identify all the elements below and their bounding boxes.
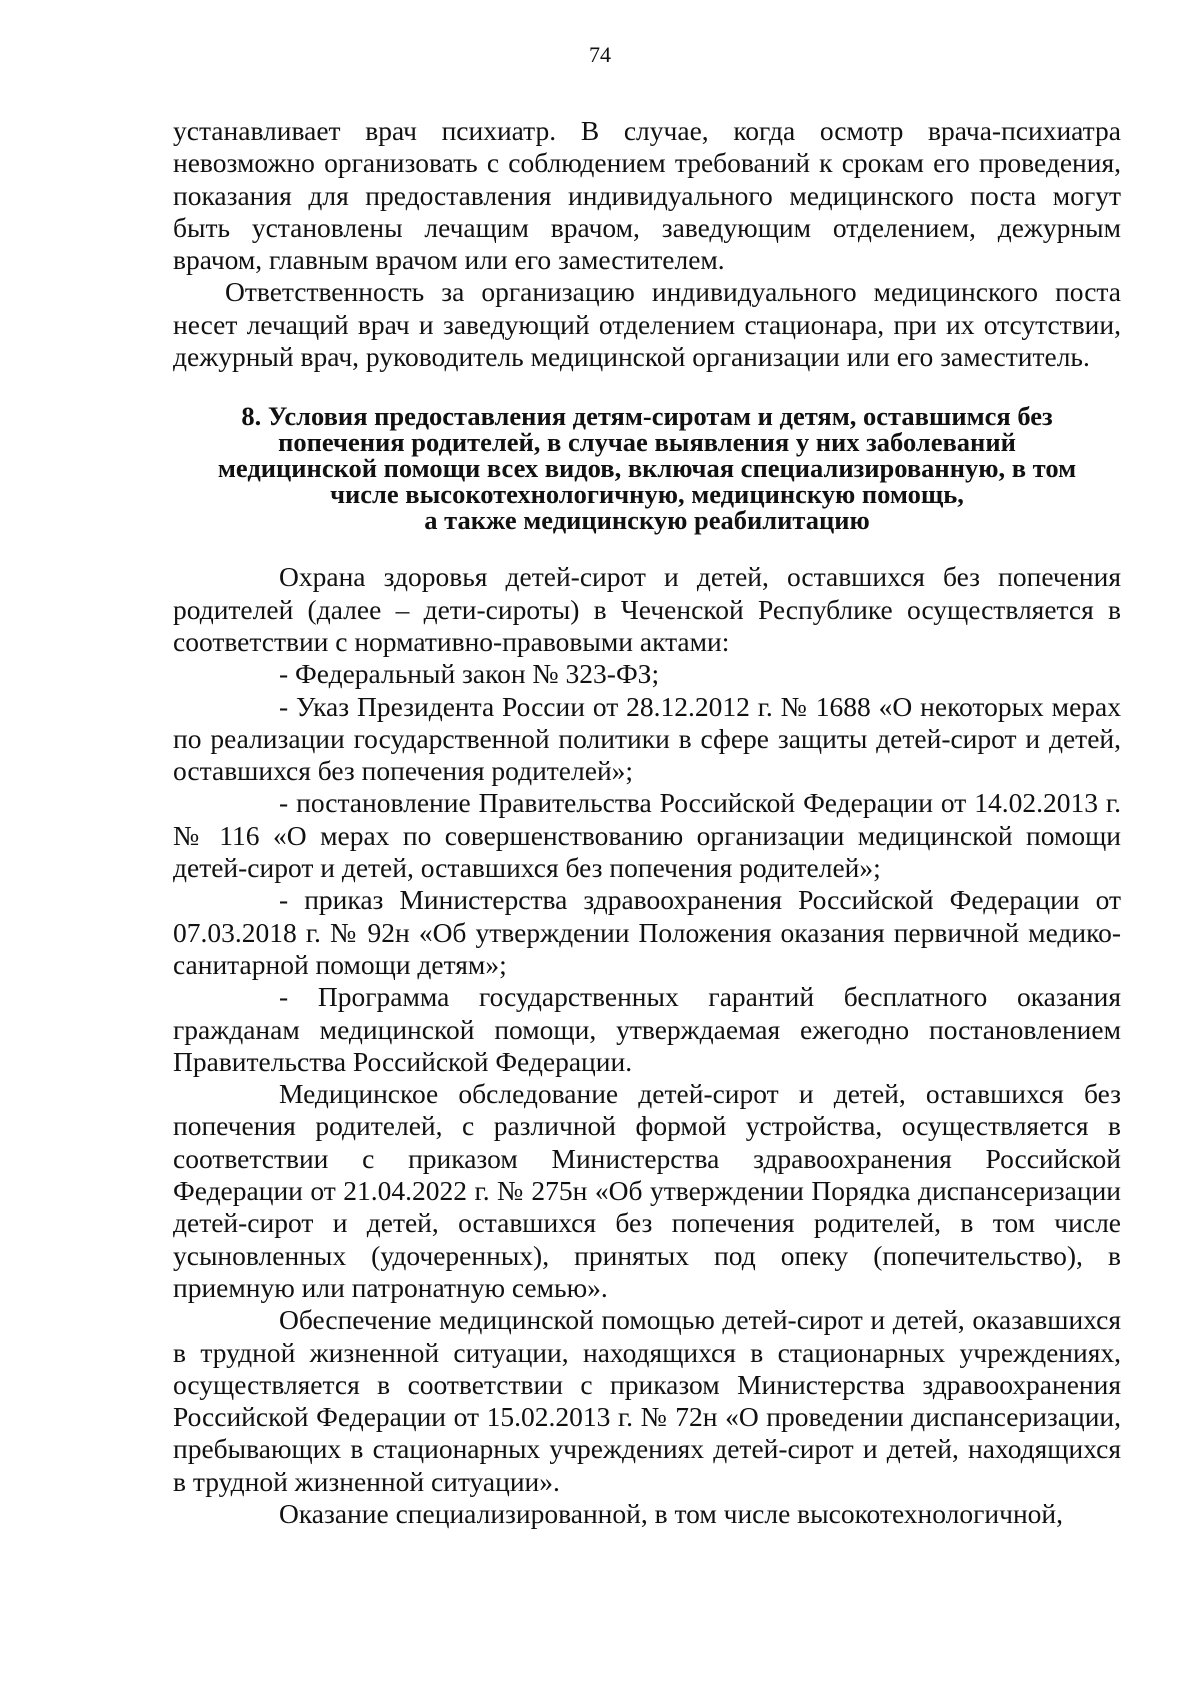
heading-line: медицинской помощи всех видов, включая специализированную, в том bbox=[217, 453, 1077, 484]
page-number: 74 bbox=[589, 42, 611, 67]
list-item-presidential-decree: - Указ Президента России от 28.12.2012 г. № 1688 «О некоторых мерах по реализации государственной политики в сфере защиты детей-сирот и детей, оставшихся без попечения родителей»; bbox=[173, 690, 1121, 787]
paragraph-medical-examination: Медицинское обследование детей-сирот и детей, оставшихся без попечения родителей, с различной формой устройства, осуществляется в соответствии с приказом Министерства здравоохранения Российской Федерации от 21.04.2022 г. № 275н «Об утверждении Порядка диспансеризации детей-сирот и детей, оставшихся без попечения родителей, в том числе усыновленных (удочеренных), принятых под опеку (попечительство), в приемную или патронатную семью». bbox=[173, 1078, 1121, 1303]
heading-line: а также медицинскую реабилитацию bbox=[424, 505, 870, 536]
list-item-state-guarantees-program: - Программа государственных гарантий бесплатного оказания гражданам медицинской помощи, утверждаемая ежегодно постановлением Правительства Российской Федерации. bbox=[173, 981, 1121, 1077]
paragraph-responsibility: Ответственность за организацию индивидуального медицинского поста несет лечащий врач и заведующий отделением стационара, при их отсутствии, дежурный врач, руководитель медицинской организации или его заместитель. bbox=[173, 276, 1121, 373]
list-item-ministry-order: - приказ Министерства здравоохранения Российской Федерации от 07.03.2018 г. № 92н «Об утверждении Положения оказания первичной медико-санитарной помощи детям»; bbox=[173, 884, 1121, 980]
list-item-federal-law: - Федеральный закон № 323-ФЗ; bbox=[279, 658, 660, 690]
paragraph-medical-care-provision: Обеспечение медицинской помощью детей-сирот и детей, оказавшихся в трудной жизненной ситуации, находящихся в стационарных учреждениях, осуществляется в соответствии с приказом Министерства здравоохранения Российской Федерации от 15.02.2013 г. № 72н «О проведении диспансеризации, пребывающих в стационарных учреждениях детей-сирот и детей, находящихся в трудной жизненной ситуации». bbox=[173, 1304, 1121, 1497]
heading-line: 8. Условия предоставления детям-сиротам и детям, оставшимся без bbox=[241, 401, 1053, 432]
paragraph-specialized-care: Оказание специализированной, в том числе высокотехнологичной, bbox=[279, 1497, 1064, 1529]
list-item-government-resolution: - постановление Правительства Российской Федерации от 14.02.2013 г. № 116 «О мерах по совершенствованию организации медицинской помощи детей-сирот и детей, оставшихся без попечения родителей»; bbox=[173, 787, 1121, 884]
paragraph-health-protection: Охрана здоровья детей-сирот и детей, оставшихся без попечения родителей (далее – дети-сироты) в Чеченской Республике осуществляется в соответствии с нормативно-правовыми актами: bbox=[173, 561, 1121, 657]
heading-line: попечения родителей, в случае выявления у них заболеваний bbox=[278, 427, 1016, 458]
document-body bbox=[173, 115, 1121, 1530]
section-heading bbox=[173, 401, 1121, 536]
paragraph-continuation: устанавливает врач психиатр. В случае, когда осмотр врача-психиатра невозможно организовать с соблюдением требований к срокам его проведения, показания для предоставления индивидуального медицинского поста могут быть установлены лечащим врачом, заведующим отделением, дежурным врачом, главным врачом или его заместителем. bbox=[173, 115, 1121, 276]
heading-line: числе высокотехнологичную, медицинскую помощь, bbox=[330, 479, 964, 510]
